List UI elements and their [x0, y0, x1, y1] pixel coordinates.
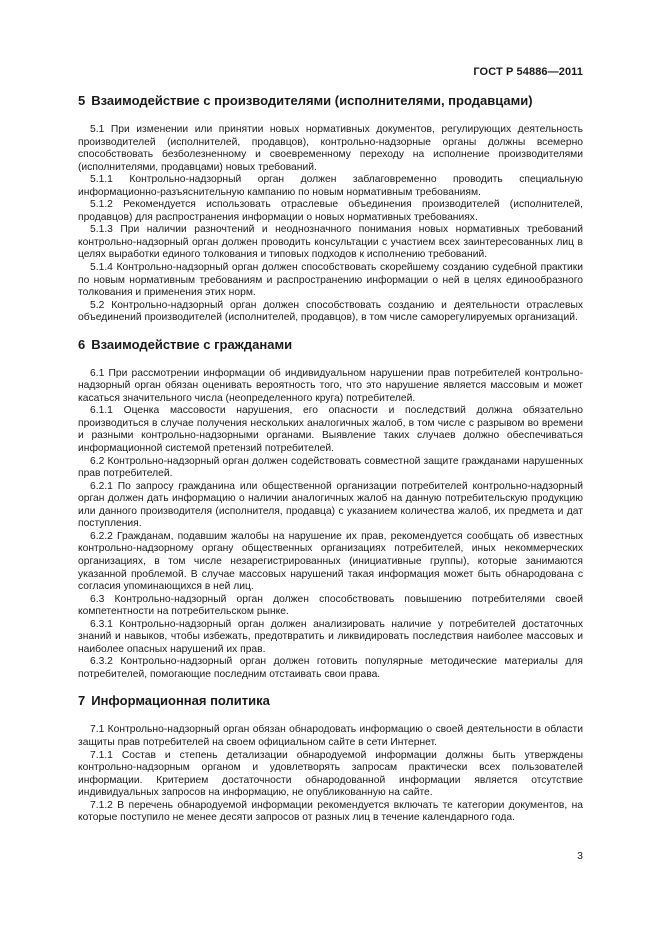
paragraph-5-1-2: 5.1.2 Рекомендуется использовать отраслевые объединения производителей (исполнителей, продавцов) для распространения информации о новых нормативных требованиях.	[78, 199, 583, 223]
paragraph-6-1-1: 6.1.1 Оценка массовости нарушения, его опасности и последствий должна обязательно производиться в случае получения нескольких аналогичных жалоб, в том числе с разрывом во времени и разными контрольно-надзорными органами. Выявление таких случаев должно обеспечиваться информационной системой претензий потребителей.	[78, 405, 583, 455]
paragraph-6-3-2: 6.3.2 Контрольно-надзорный орган должен готовить популярные методические материалы для потребителей, помогающие последним отстаивать свои права.	[78, 656, 583, 680]
section-number: 6	[78, 336, 86, 352]
section-5-heading	[78, 92, 583, 110]
paragraph-5-1-4: 5.1.4 Контрольно-надзорный орган должен способствовать скорейшему созданию судебной практики по новым нормативным требованиям и распространению информации о ней в целях единообразного толкования и применения этих норм.	[78, 262, 583, 299]
paragraph-6-2: 6.2 Контрольно-надзорный орган должен содействовать совместной защите гражданами нарушенных прав потребителей.	[78, 455, 583, 480]
paragraph-5-1-3: 5.1.3 При наличии разночтений и неоднозначного понимания новых нормативных требований контрольно-надзорный орган должен проводить консультации с участием всех заинтересованных лиц в целях выработки единого толкования и типовых подходов к исполнению требований.	[78, 224, 583, 261]
page-content	[78, 92, 583, 825]
paragraph-5-2: 5.2 Контрольно-надзорный орган должен способствовать созданию и деятельности отраслевых объединений производителей (исполнителей, продавцов), в том числе саморегулируемых организаций.	[78, 299, 583, 324]
section-7-heading	[78, 692, 583, 710]
paragraph-6-1: 6.1 При рассмотрении информации об индивидуальном нарушении прав потребителей контрольно-надзорный орган обязан оценивать вероятность того, что это нарушение является массовым и может касаться значительного числа (неопределенного круга) потребителей.	[78, 367, 583, 404]
document-code: ГОСТ Р 54886—2011	[473, 66, 583, 78]
section-title: Информационная политика	[91, 693, 270, 709]
paragraph-7-1-1: 7.1.1 Состав и степень детализации обнародуемой информации должны быть утверждены контрольно-надзорным органом и удовлетворять запросам практически всех пользователей информации. Критерием достаточности обнародованной информации является отсутствие индивидуальных запросов на информацию, не опубликованную на сайте.	[78, 749, 583, 799]
section-number: 7	[78, 693, 86, 709]
paragraph-6-2-2: 6.2.2 Гражданам, подавшим жалобы на нарушение их прав, рекомендуется сообщать об известных контрольно-надзорному органу общественных организациях потребителей, иных некоммерческих организациях, в том числе незарегистрированных (инициативные группы), которые занимаются указанной проблемой. В случае массовых нарушений такая информация может быть обнародована с согласия упоминающихся в ней лиц.	[78, 530, 583, 593]
paragraph-6-2-1: 6.2.1 По запросу гражданина или общественной организации потребителей контрольно-надзорный орган должен дать информацию о наличии аналогичных жалоб на данную потребительскую продукцию или данного производителя (исполнителя, продавца) с указанием количества жалоб, их предмета и дат поступления.	[78, 480, 583, 530]
paragraph-5-1-1: 5.1.1 Контрольно-надзорный орган должен заблаговременно проводить специальную информационно-разъяснительную кампанию по новым нормативным требованиям.	[78, 174, 583, 198]
section-title: Взаимодействие с гражданами	[91, 336, 293, 352]
section-title: Взаимодействие с производителями (исполнителями, продавцами)	[91, 93, 533, 108]
paragraph-5-1: 5.1 При изменении или принятии новых нормативных документов, регулирующих деятельность производителей (исполнителей, продавцов), контрольно-надзорные органы должны всемерно способствовать безболезненному и своевременному переходу на исполнение производителями (исполнителями, продавцами) новых требований.	[78, 124, 583, 173]
page-number: 3	[577, 850, 583, 862]
paragraph-7-1-2: 7.1.2 В перечень обнародуемой информации рекомендуется включать те категории документов, на которые поступило не менее десяти запросов от разных лиц в течение календарного года.	[78, 799, 583, 824]
section-number: 5	[78, 93, 86, 108]
paragraph-7-1: 7.1 Контрольно-надзорный орган обязан обнародовать информацию о своей деятельности в области защиты прав потребителей на своем официальном сайте в сети Интернет.	[78, 724, 583, 748]
paragraph-6-3: 6.3 Контрольно-надзорный орган должен способствовать повышению потребителями своей компетентности на потребительском рынке.	[78, 593, 583, 618]
section-6-heading	[78, 336, 583, 354]
paragraph-6-3-1: 6.3.1 Контрольно-надзорный орган должен анализировать наличие у потребителей достаточных знаний и навыков, чтобы избежать, предотвратить и ликвидировать последствия наиболее массовых и наиболее опасных нарушений их прав.	[78, 618, 583, 655]
